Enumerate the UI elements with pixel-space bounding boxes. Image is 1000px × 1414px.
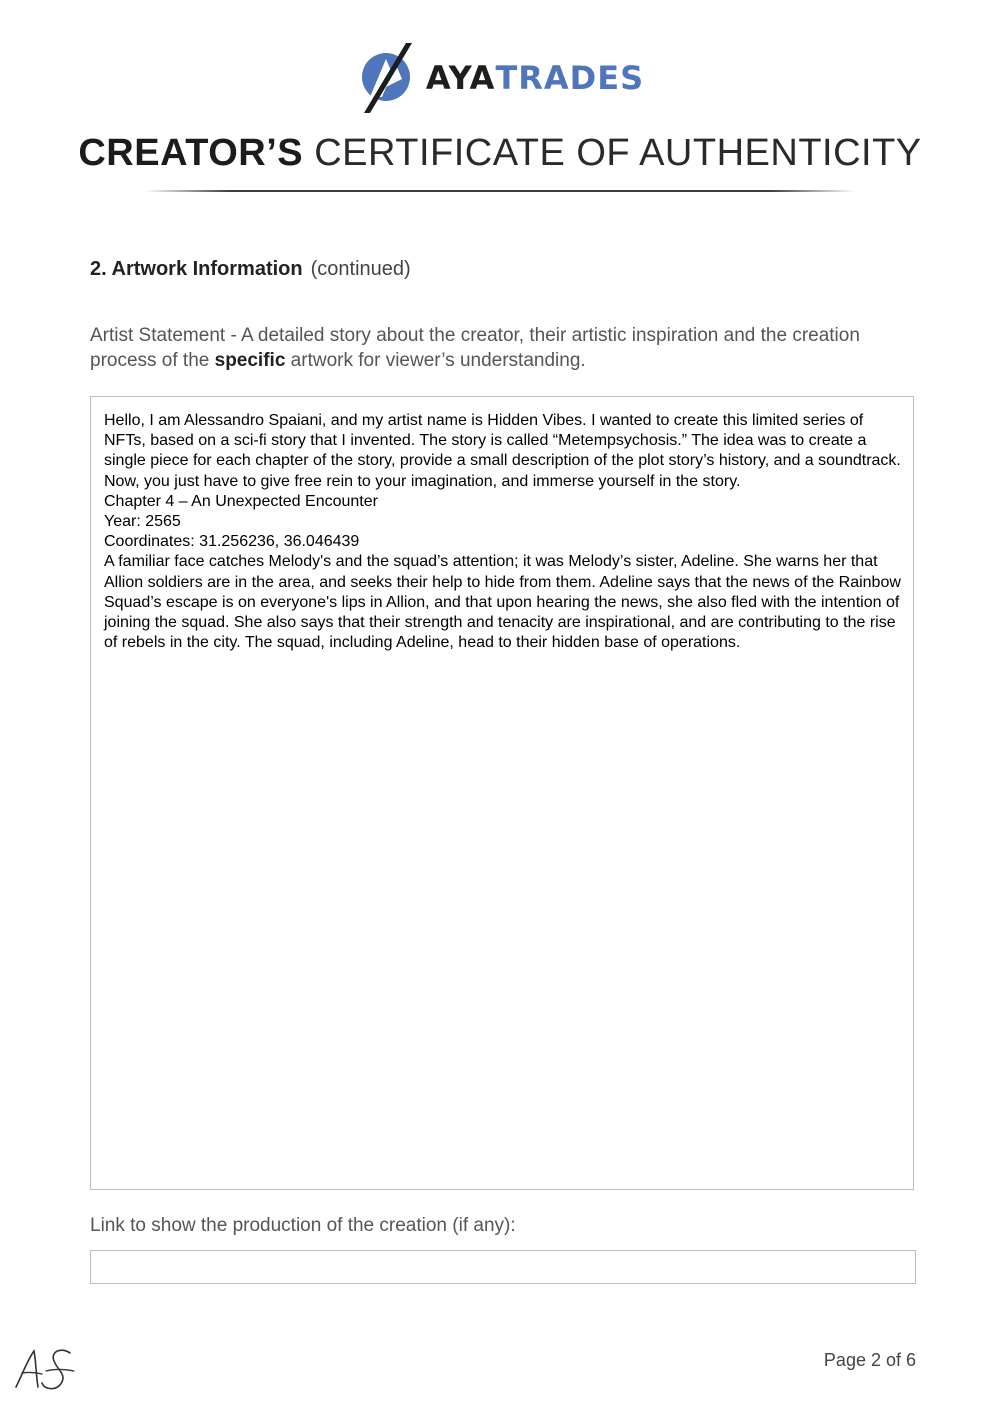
statement-chapter: Chapter 4 – An Unexpected Encounter (104, 492, 378, 510)
brand-name (426, 59, 644, 97)
title-divider (145, 190, 855, 192)
artist-statement-label (90, 323, 910, 373)
brand-header (0, 38, 1000, 118)
certificate-title-rest: CERTIFICATE OF AUTHENTICITY (314, 132, 922, 174)
section-heading (90, 258, 411, 281)
brand-name-part1: AYA (425, 59, 496, 97)
page-number: Page 2 of 6 (823, 1350, 916, 1370)
section-continued: (continued) (310, 258, 411, 280)
production-link-field[interactable] (90, 1250, 916, 1284)
statement-year: Year: 2565 (104, 513, 181, 531)
certificate-title-bold: CREATOR’S (78, 132, 304, 174)
statement-intro: Hello, I am Alessandro Spaiani, and my artist name is Hidden Vibes. I wanted to create this limited series of NFTs, based on a sci-fi story that I invented. The story is called “Metempsychosis.” The idea was to create a single piece for each chapter of the story, provide a small description of the plot story’s history, and a soundtrack. Now, you just have to give free rein to your imagination, and immerse yourself in the story. (104, 412, 901, 490)
certificate-title (0, 132, 1000, 175)
brand-name-part2: TRADES (495, 59, 645, 97)
ayatrades-logo-icon (356, 39, 418, 117)
statement-coordinates: Coordinates: 31.256236, 36.046439 (104, 533, 360, 551)
artist-statement-label-part2: artwork for viewer’s understanding. (285, 350, 586, 371)
artist-statement-label-part1: Artist Statement - A detailed story about the creator, their artistic inspiration and the creation process of the (90, 325, 860, 371)
production-link-label: Link to show the production of the creation (if any): (90, 1215, 516, 1236)
section-title: 2. Artwork Information (90, 258, 303, 280)
artist-statement-field[interactable] (90, 396, 914, 1190)
signature-image (12, 1345, 78, 1393)
statement-story: A familiar face catches Melody's and the squad’s attention; it was Melody’s sister, Adeline. She warns her that Allion soldiers are in the area, and seeks their help to hide from them. Adeline says that the news of the Rainbow Squad’s escape is on everyone's lips in Allion, and that upon hearing the news, she also fled with the intention of joining the squad. She also says that their strength and tenacity are inspirational, and are contributing to the rise of rebels in the city. The squad, including Adeline, head to their hidden base of operations. (104, 553, 901, 652)
artist-statement-label-bold: specific (214, 350, 286, 371)
